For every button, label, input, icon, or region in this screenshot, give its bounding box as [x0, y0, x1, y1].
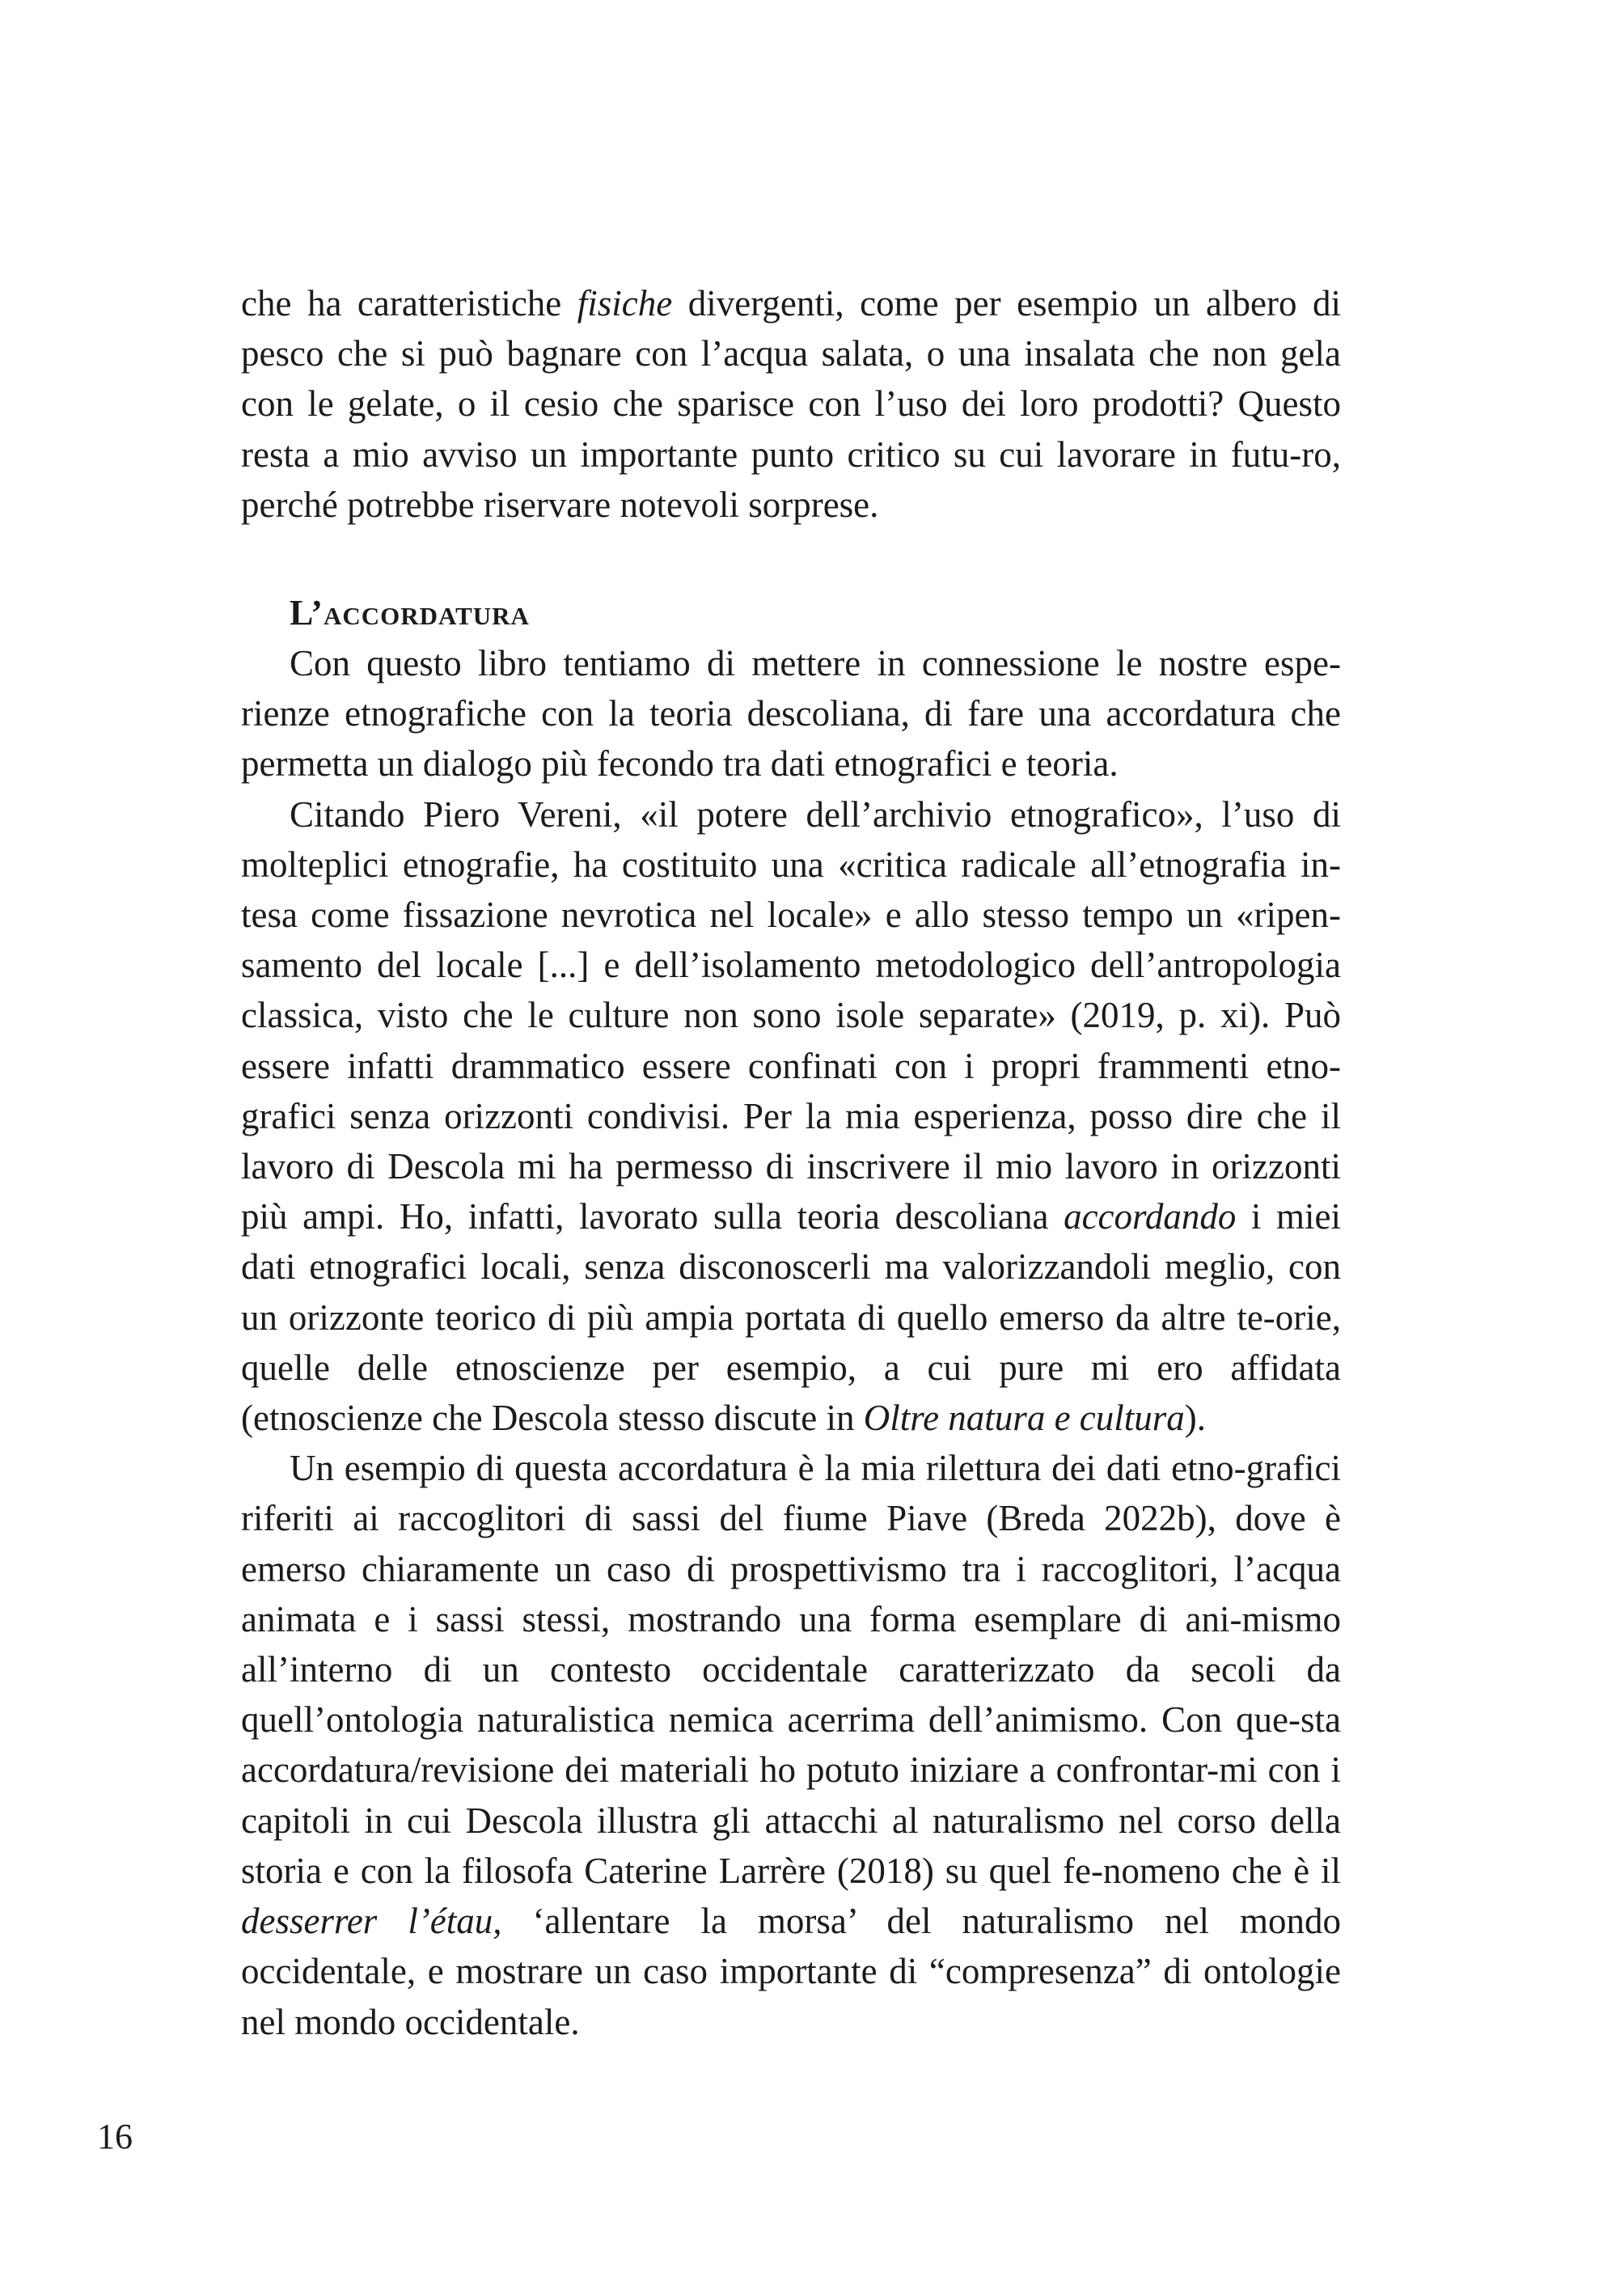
- intro-paragraph: [241, 278, 1341, 530]
- paragraph-2-emphasis-1: accordando: [1064, 1196, 1237, 1237]
- body-text: [241, 278, 1341, 2047]
- paragraph-2-text-2: i miei dati etnografici locali, senza disconoscerli ma valorizzandoli meglio, con un orizzonte teorico di più ampia portata di quello emerso da altre te-orie, quelle delle etnoscienze per esempio, a cui pure mi ero affidata (etnoscienze che Descola stesso discute in: [241, 1196, 1341, 1439]
- paragraph-3-text-2: ‘allentare la morsa’ del naturalismo nel mondo occidentale, e mostrare un caso importante di “compresenza” di ontologie nel mondo occidentale.: [241, 1901, 1342, 2042]
- paragraph-3: [241, 1443, 1341, 2046]
- paragraph-2-emphasis-2: Oltre natura e cultura: [863, 1398, 1185, 1439]
- intro-text-2: divergenti, come per esempio un albero di pesco che si può bagnare con l’acqua salata, o una insalata che non gela con le gelate, o il cesio che sparisce con l’uso dei loro prodotti? Questo resta a mio avviso un importante punto critico su cui lavorare in futu-ro, perché potrebbe riservare notevoli sorprese.: [241, 283, 1341, 525]
- paragraph-3-text-1: Un esempio di questa accordatura è la mia rilettura dei dati etno-grafici riferiti ai raccoglitori di sassi del fiume Piave (Breda 2022b), dove è emerso chiaramente un caso di prospettivismo tra i raccoglitori, l’acqua animata e i sassi stessi, mostrando una forma esemplare di ani-mismo all’interno di un contesto occidentale caratterizzato da secoli da quell’ontologia naturalistica nemica acerrima dell’animismo. Con que-sta accordatura/revisione dei materiali ho potuto iniziare a confrontar-mi con i capitoli in cui Descola illustra gli attacchi al naturalismo nel corso della storia e con la filosofa Caterine Larrère (2018) su quel fe-nomeno che è il: [241, 1448, 1341, 1891]
- intro-emphasis: fisiche: [577, 283, 673, 324]
- paragraph-2-text-1: Citando Piero Vereni, «il potere dell’archivio etnografico», l’uso di molteplici etnografie, ha costituito una «critica radicale all’etnografia in-tesa come fissazione nevrotica nel locale» e allo stesso tempo un «ripen-samento del locale [...] e dell’isolamento metodologico dell’antropologia classica, visto che le culture non sono isole separate» (2019, p. xi). Può essere infatti drammatico essere confinati con i propri frammenti etno-grafici senza orizzonti condivisi. Per la mia esperienza, posso dire che il lavoro di Descola mi ha permesso di inscrivere il mio lavoro in orizzonti più ampi. Ho, infatti, lavorato sulla teoria descoliana: [241, 793, 1341, 1237]
- paragraph-2: [241, 789, 1341, 1444]
- paragraph-2-text-3: ).: [1184, 1398, 1207, 1439]
- section-heading: L’accordatura: [290, 593, 530, 633]
- page-number: 16: [97, 2117, 133, 2156]
- paragraph-3-emphasis: desserrer l’étau,: [241, 1901, 502, 1942]
- intro-text-1: che ha caratteristiche: [241, 283, 577, 324]
- paragraph-1: Con questo libro tentiamo di mettere in connessione le nostre espe-rienze etnografiche con la teoria descoliana, di fare una accordatura che permetta un dialogo più fecondo tra dati etnografici e teoria.: [241, 643, 1341, 785]
